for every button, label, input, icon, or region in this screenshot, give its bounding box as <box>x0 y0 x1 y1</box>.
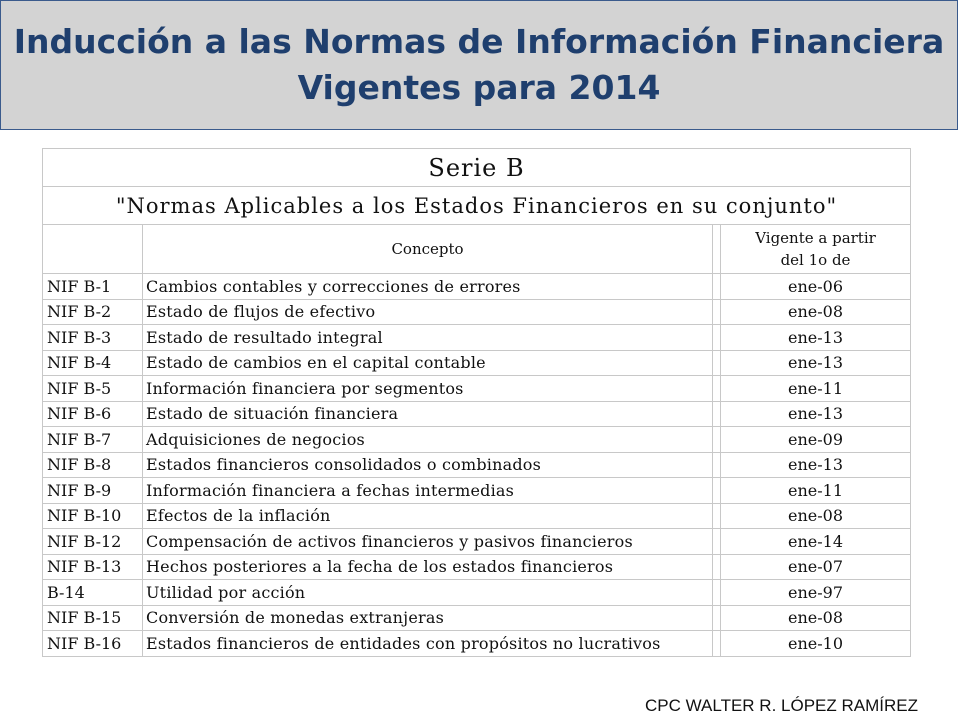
serie-title: Serie B <box>43 149 911 187</box>
row-gutter-cell <box>713 554 721 580</box>
table-row <box>43 605 911 631</box>
norm-concept-cell: Estado de cambios en el capital contable <box>143 350 713 376</box>
row-gutter-cell <box>713 503 721 529</box>
row-gutter-cell <box>713 452 721 478</box>
effective-date-cell: ene-08 <box>721 503 911 529</box>
nif-serie-b-table <box>42 148 911 657</box>
table-row <box>43 631 911 657</box>
norm-concept-cell: Estado de flujos de efectivo <box>143 299 713 325</box>
norm-code-cell: NIF B-10 <box>43 503 143 529</box>
header-code-cell <box>43 225 143 274</box>
header-gutter-cell <box>713 225 721 274</box>
table-header-row <box>43 225 911 274</box>
norm-concept-cell: Hechos posteriores a la fecha de los estados financieros <box>143 554 713 580</box>
row-gutter-cell <box>713 529 721 555</box>
norm-code-cell: NIF B-8 <box>43 452 143 478</box>
row-gutter-cell <box>713 401 721 427</box>
header-concept: Concepto <box>143 225 713 274</box>
row-gutter-cell <box>713 427 721 453</box>
norm-code-cell: NIF B-7 <box>43 427 143 453</box>
norm-concept-cell: Estados financieros de entidades con propósitos no lucrativos <box>143 631 713 657</box>
row-gutter-cell <box>713 478 721 504</box>
effective-date-cell: ene-14 <box>721 529 911 555</box>
row-gutter-cell <box>713 274 721 300</box>
norm-concept-cell: Conversión de monedas extranjeras <box>143 605 713 631</box>
serie-subtitle: "Normas Aplicables a los Estados Financieros en su conjunto" <box>43 187 911 225</box>
table-subtitle-row <box>43 187 911 225</box>
row-gutter-cell <box>713 605 721 631</box>
table-row <box>43 478 911 504</box>
norm-code-cell: NIF B-5 <box>43 376 143 402</box>
table-row <box>43 554 911 580</box>
norm-code-cell: NIF B-6 <box>43 401 143 427</box>
effective-date-cell: ene-13 <box>721 401 911 427</box>
norm-code-cell: NIF B-15 <box>43 605 143 631</box>
norm-concept-cell: Información financiera por segmentos <box>143 376 713 402</box>
table-row <box>43 350 911 376</box>
norm-concept-cell: Estado de situación financiera <box>143 401 713 427</box>
norm-concept-cell: Utilidad por acción <box>143 580 713 606</box>
effective-date-cell: ene-10 <box>721 631 911 657</box>
page-title-line-1: Inducción a las Normas de Información Financiera <box>13 22 945 61</box>
table-title-row <box>43 149 911 187</box>
table-row <box>43 503 911 529</box>
table-row <box>43 401 911 427</box>
row-gutter-cell <box>713 376 721 402</box>
effective-date-cell: ene-13 <box>721 350 911 376</box>
norm-concept-cell: Cambios contables y correcciones de errores <box>143 274 713 300</box>
effective-date-cell: ene-11 <box>721 478 911 504</box>
effective-date-cell: ene-06 <box>721 274 911 300</box>
norm-code-cell: NIF B-12 <box>43 529 143 555</box>
page-title-line-2: Vigentes para 2014 <box>297 68 661 107</box>
table-row <box>43 452 911 478</box>
norm-code-cell: NIF B-9 <box>43 478 143 504</box>
norm-concept-cell: Estados financieros consolidados o combinados <box>143 452 713 478</box>
title-banner <box>0 0 958 130</box>
norm-concept-cell: Información financiera a fechas intermedias <box>143 478 713 504</box>
norm-concept-cell: Estado de resultado integral <box>143 325 713 351</box>
row-gutter-cell <box>713 631 721 657</box>
row-gutter-cell <box>713 580 721 606</box>
norm-code-cell: NIF B-16 <box>43 631 143 657</box>
norm-code-cell: NIF B-1 <box>43 274 143 300</box>
effective-date-cell: ene-09 <box>721 427 911 453</box>
effective-date-cell: ene-08 <box>721 299 911 325</box>
row-gutter-cell <box>713 325 721 351</box>
row-gutter-cell <box>713 299 721 325</box>
norm-code-cell: NIF B-13 <box>43 554 143 580</box>
author-footer: CPC WALTER R. LÓPEZ RAMÍREZ <box>645 696 918 715</box>
table-row <box>43 299 911 325</box>
header-vigente <box>721 225 911 274</box>
header-vigente-line-2: del 1o de <box>780 251 851 269</box>
norm-code-cell: NIF B-4 <box>43 350 143 376</box>
effective-date-cell: ene-08 <box>721 605 911 631</box>
norm-concept-cell: Compensación de activos financieros y pasivos financieros <box>143 529 713 555</box>
table-row <box>43 529 911 555</box>
norm-code-cell: NIF B-2 <box>43 299 143 325</box>
effective-date-cell: ene-97 <box>721 580 911 606</box>
norm-concept-cell: Efectos de la inflación <box>143 503 713 529</box>
table-row <box>43 427 911 453</box>
header-vigente-line-1: Vigente a partir <box>755 229 876 247</box>
table-row <box>43 274 911 300</box>
row-gutter-cell <box>713 350 721 376</box>
table-row <box>43 580 911 606</box>
table-row <box>43 376 911 402</box>
norm-code-cell: B-14 <box>43 580 143 606</box>
effective-date-cell: ene-07 <box>721 554 911 580</box>
norm-code-cell: NIF B-3 <box>43 325 143 351</box>
norm-concept-cell: Adquisiciones de negocios <box>143 427 713 453</box>
table-row <box>43 325 911 351</box>
effective-date-cell: ene-11 <box>721 376 911 402</box>
effective-date-cell: ene-13 <box>721 452 911 478</box>
effective-date-cell: ene-13 <box>721 325 911 351</box>
